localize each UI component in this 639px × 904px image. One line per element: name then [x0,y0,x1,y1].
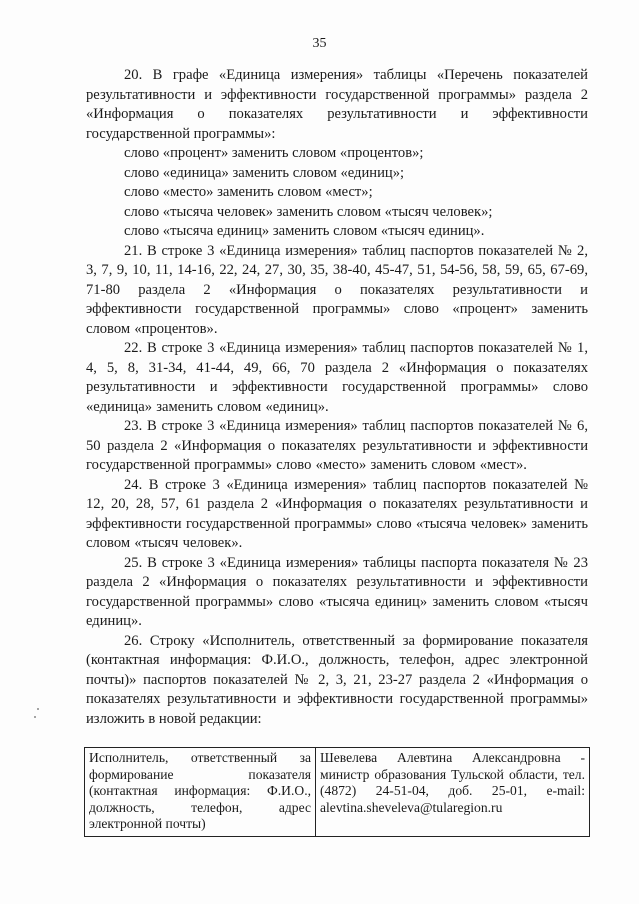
scan-artifact [34,716,36,718]
paragraph-22: 22. В строке 3 «Единица измерения» таблиц паспортов показателей № 1, 4, 5, 8, 31-34, 41-44, 49, 66, 70 раздела 2 «Информация о показателях результативности и эффективности государственной программы» слово «единица» заменить словом «единиц». [86,340,588,415]
replacement-item: слово «процент» заменить словом «процентов»; [124,145,424,161]
replacement-item: слово «место» заменить словом «мест»; [124,184,373,200]
replacement-item: слово «тысяча человек» заменить словом «тысяч человек»; [124,203,493,220]
scan-artifact [37,708,39,710]
paragraph-20: 20. В графе «Единица измерения» таблицы «Перечень показателей результативности и эффективности государственной программы» раздела 2 «Информация о показателях результативности и эффективности государственной программы»: [86,67,588,142]
replacement-item: слово «единица» заменить словом «единиц»; [124,164,405,181]
replacement-table [84,747,590,837]
paragraph-26: 26. Строку «Исполнитель, ответственный за формирование показателя (контактная информация: Ф.И.О., должность, телефон, адрес электронной почты)» паспортов показателей № 2, 3, 21, 23-27 раздела 2 «Информация о показателях результативности и эффективности государственной программы» изложить в новой редакции: [86,632,588,727]
paragraph-25: 25. В строке 3 «Единица измерения» таблицы паспорта показателя № 23 раздела 2 «Информация о показателях результативности и эффективности государственной программы» слово «тысяча единиц» заменить словом «тысяч единиц». [86,554,588,629]
table-cell-value: Шевелева Алевтина Александровна - министр образования Тульской области, тел. (4872) 24-51-04, доб. 25-01, e-mail: alevtina.sheveleva@tularegion.ru [316,748,590,837]
paragraph-23: 23. В строке 3 «Единица измерения» таблиц паспортов показателей № 6, 50 раздела 2 «Информация о показателях результативности и эффективности государственной программы» слово «место» заменить словом «мест». [86,418,588,473]
table-row [85,748,590,837]
paragraph-24: 24. В строке 3 «Единица измерения» таблиц паспортов показателей № 12, 20, 28, 57, 61 раздела 2 «Информация о показателях результативности и эффективности государственной программы» слово «тысяча человек» заменить словом «тысяч человек». [86,476,588,551]
table-cell-label: Исполнитель, ответственный за формирование показателя (контактная информация: Ф.И.О., должность, телефон, адрес электронной почты) [85,748,316,837]
document-body [86,66,588,729]
replacement-item: слово «тысяча единиц» заменить словом «тысяч единиц». [124,223,485,239]
replacement-list [86,144,588,242]
page-number: 35 [312,36,327,51]
paragraph-21: 21. В строке 3 «Единица измерения» таблиц паспортов показателей № 2, 3, 7, 9, 10, 11, 14-16, 22, 24, 27, 30, 35, 38-40, 45-47, 51, 54-56, 58, 59, 65, 67-69, 71-80 раздела 2 «Информация о показателях результативности и эффективности государственной программы» слово «процент» заменить словом «процентов». [86,242,588,337]
